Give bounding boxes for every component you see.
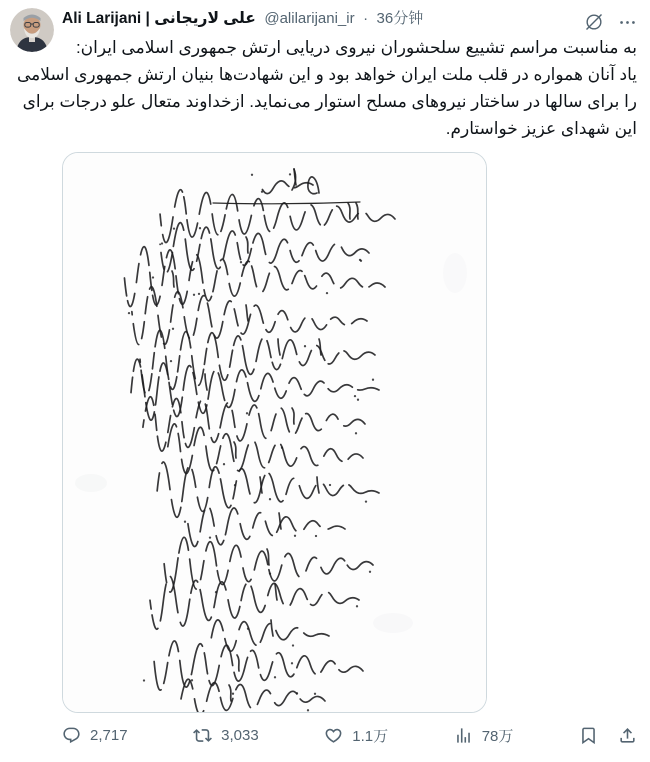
views-count: 78万 [481,728,514,745]
bookmark-icon [579,726,598,745]
reply-button[interactable] [62,726,128,745]
reply-icon [62,726,81,745]
action-bar [62,725,637,746]
reply-count: 2,717 [90,727,128,744]
grok-icon[interactable] [584,12,604,32]
share-icon [618,726,637,745]
bookmark-share-group [579,726,637,745]
author-handle[interactable]: @alilarijani_ir [264,10,355,27]
repost-icon [193,726,212,745]
handwritten-letter [63,153,487,713]
like-icon [324,726,343,745]
tweet-header [62,8,637,30]
header-actions [584,12,637,32]
bookmark-button[interactable] [579,726,598,745]
display-name[interactable]: Ali Larijani | علی لاریجانی [62,10,256,27]
tweet-body-text: به مناسبت مراسم تشییع سلحشوران نیروی دریایی ارتش جمهوری اسلامی ایران: یاد آنان همواره در قلب ملت ایران خواهد بود و این شهادت‌ها بنیان ارتش جمهوری اسلامی را برای سالها در ساختار نیروهای مسلح استوار می‌نماید. ازخداوند متعال علو درجات برای این شهدای عزیز خواستارم. [17,38,637,138]
more-icon[interactable] [618,13,637,32]
timestamp[interactable]: 36分钟 [376,10,424,27]
tweet-image[interactable] [62,152,487,713]
share-button[interactable] [618,726,637,745]
meta-separator: · [363,10,369,27]
avatar[interactable] [10,8,54,52]
views-button[interactable] [454,725,514,746]
repost-count: 3,033 [221,727,259,744]
like-count: 1.1万 [352,728,389,745]
repost-button[interactable] [193,726,259,745]
like-button[interactable] [324,725,388,746]
views-icon [454,726,473,745]
avatar-photo [10,8,54,52]
